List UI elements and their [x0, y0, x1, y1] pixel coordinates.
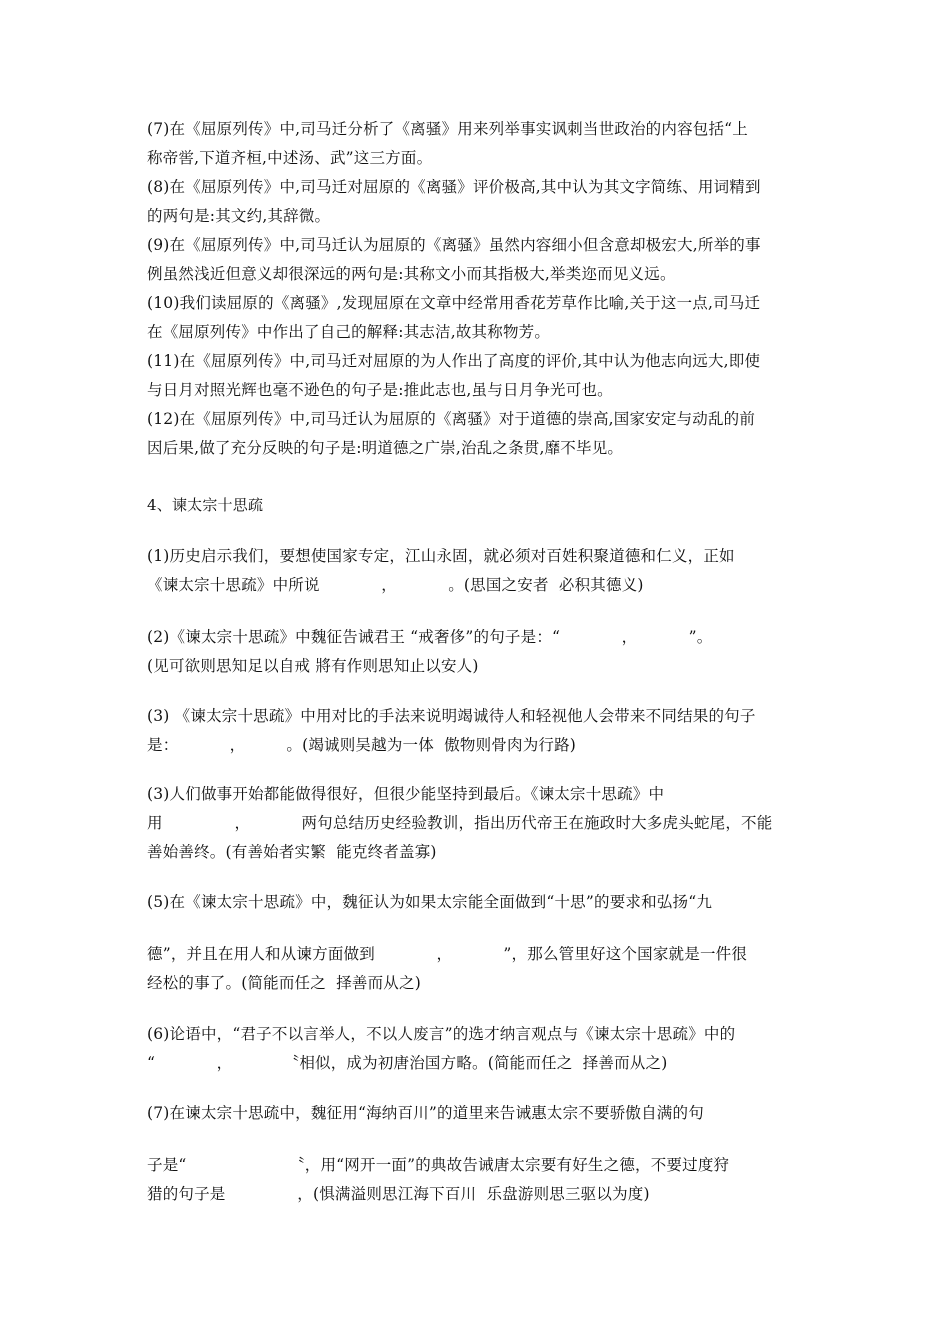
text-line: (7)在谏太宗十思疏中，魏征用“海纳百川”的道里来告诫惠太宗不要骄傲自满的句 [147, 1104, 704, 1122]
section-heading: 4、谏太宗十思疏 [147, 496, 264, 514]
text-line: 猎的句子是 ，(惧满溢则思江海下百川 乐盘游则思三驱以为度) [147, 1185, 650, 1203]
text-line: 称帝喾,下道齐桓,中述汤、武”这三方面。 [147, 149, 433, 167]
text-line: 与日月对照光辉也毫不逊色的句子是:推此志也,虽与日月争光可也。 [147, 381, 613, 399]
text-line: 用 ， 两句总结历史经验教训，指出历代帝王在施政时大多虎头蛇尾，不能 [147, 814, 773, 832]
text-line: 经松的事了。(简能而任之 择善而从之) [147, 974, 421, 992]
text-line: (1)历史启示我们，要想使国家专定，江山永固，就必须对百姓积聚道德和仁义，正如 [147, 547, 735, 565]
text-line: (9)在《屈原列传》中,司马迁认为屈原的《离骚》虽然内容细小但含意却极宏大,所举的事 [147, 236, 761, 254]
text-line: 的两句是:其文约,其辞微。 [147, 207, 331, 225]
text-line: (6)论语中，“君子不以言举人，不以人废言”的选才纳言观点与《谏太宗十思疏》中的 [147, 1025, 736, 1043]
text-line: (12)在《屈原列传》中,司马迁认为屈原的《离骚》对于道德的崇高,国家安定与动乱的前 [147, 410, 756, 428]
text-line: (2)《谏太宗十思疏》中魏征告诫君王 “戒奢侈”的句子是：“ ， ”。 [147, 628, 713, 646]
text-line: (见可欲则思知足以自戒 將有作则思知止以安人) [147, 657, 479, 675]
text-line: (10)我们读屈原的《离骚》,发现屈原在文章中经常用香花芳草作比喻,关于这一点,司马迁 [147, 294, 761, 312]
text-line: 在《屈原列传》中作出了自己的解释:其志洁,故其称物芳。 [147, 323, 551, 341]
text-line: (5)在《谏太宗十思疏》中，魏征认为如果太宗能全面做到“十思”的要求和弘扬“九 [147, 893, 713, 911]
text-line: (3) 《谏太宗十思疏》中用对比的手法来说明竭诚待人和轻视他人会带来不同结果的句子 [147, 707, 756, 725]
text-line: 《谏太宗十思疏》中所说 ， 。(思国之安者 必积其德义) [147, 576, 644, 594]
text-line: 因后果,做了充分反映的句子是:明道德之广崇,治乱之条贯,靡不毕见。 [147, 439, 624, 457]
text-line: 是： ， 。(竭诚则吴越为一体 傲物则骨肉为行路) [147, 736, 577, 754]
text-line: (7)在《屈原列传》中,司马迁分析了《离骚》用来列举事实讽刺当世政治的内容包括“上 [147, 120, 749, 138]
text-line: 子是“ 〝，用“网开一面”的典故告诫唐太宗要有好生之德，不要过度狩 [147, 1156, 730, 1174]
text-line: (3)人们做事开始都能做得很好，但很少能坚持到最后。《谏太宗十思疏》中 [147, 785, 665, 803]
text-line: 例虽然浅近但意义却很深远的两句是:其称文小而其指极大,举类迩而见义远。 [147, 265, 676, 283]
text-line: 德”，并且在用人和从谏方面做到 ， ”，那么管里好这个国家就是一件很 [147, 945, 748, 963]
text-line: (11)在《屈原列传》中,司马迁对屈原的为人作出了高度的评价,其中认为他志向远大,即使 [147, 352, 761, 370]
text-line: (8)在《屈原列传》中,司马迁对屈原的《离骚》评价极高,其中认为其文字简练、用词精到 [147, 178, 761, 196]
text-line: “ ， 〝相似，成为初唐治国方略。(简能而任之 择善而从之) [147, 1054, 668, 1072]
text-line: 善始善终。(有善始者实繁 能克终者盖寡) [147, 843, 437, 861]
